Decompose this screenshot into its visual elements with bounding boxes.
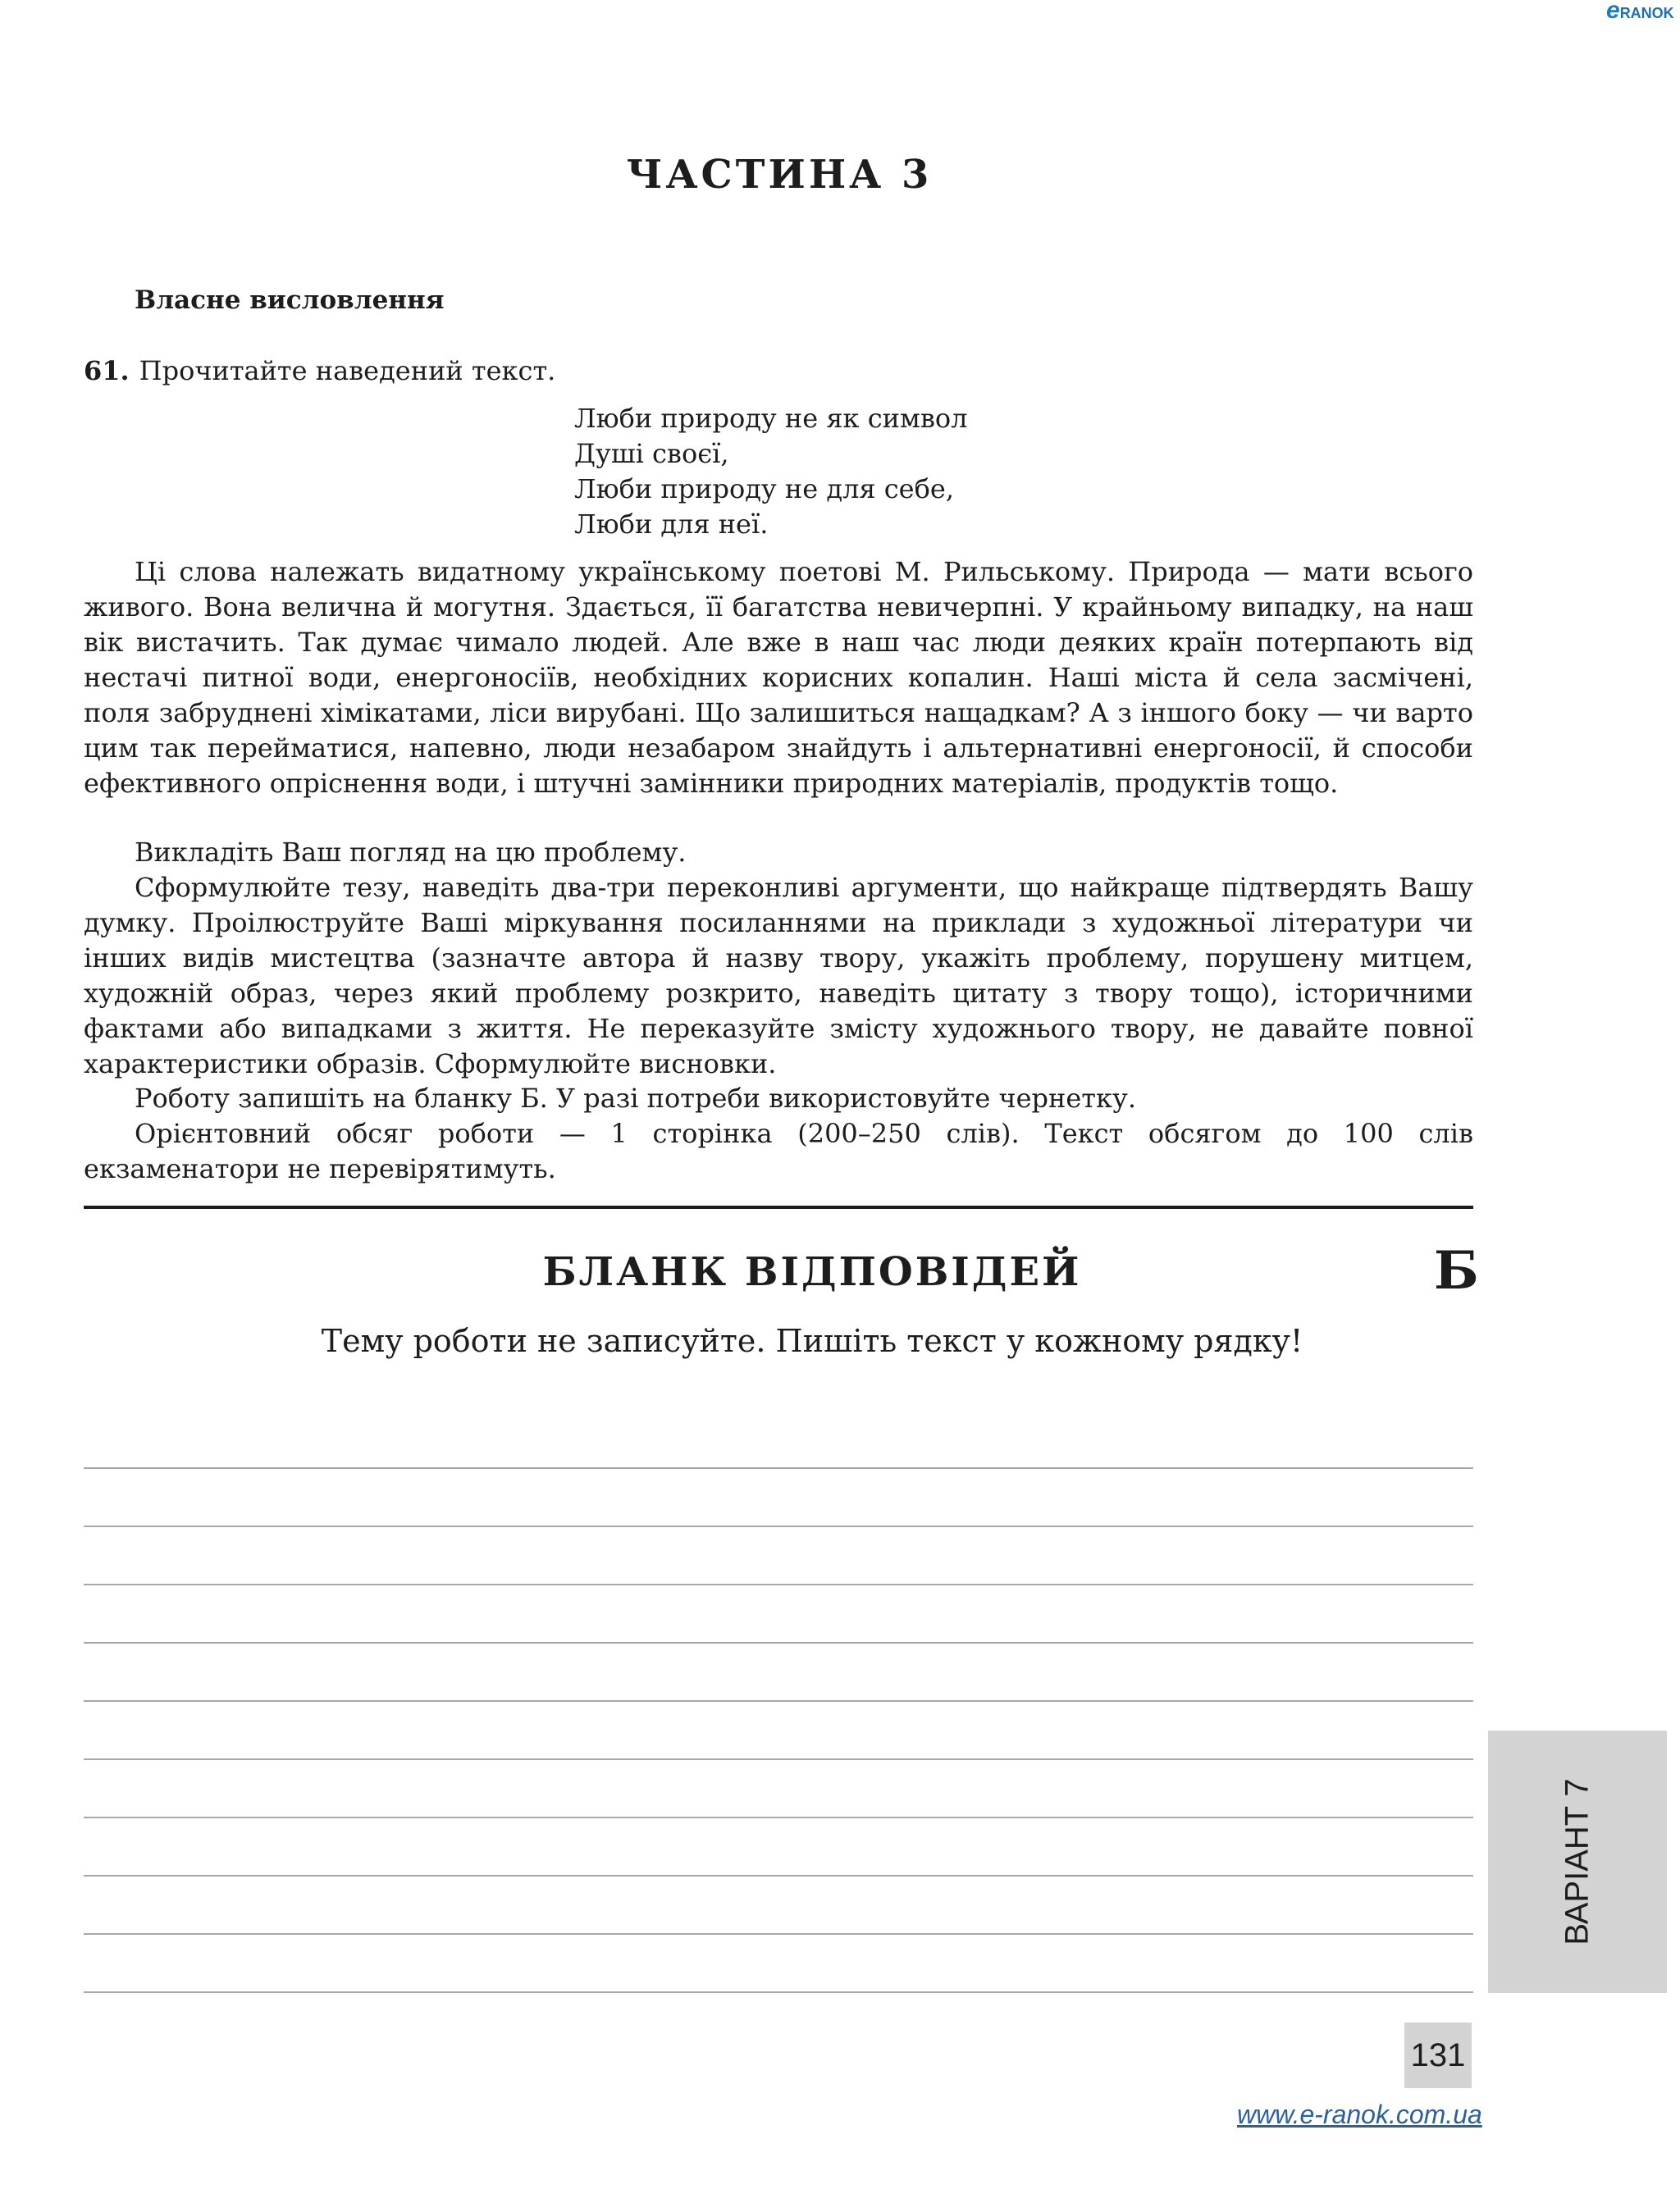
page-number: 131	[1404, 2023, 1472, 2088]
answer-sheet-letter: Б	[1434, 1240, 1479, 1302]
poem-quote	[574, 401, 967, 542]
task-number: 61.	[84, 355, 130, 386]
answer-line[interactable]	[84, 1935, 1473, 1993]
answer-line[interactable]	[84, 1585, 1473, 1644]
task-instruction: Сформулюйте тезу, наведіть два-три переконливі аргументи, що найкраще підтвердять Вашу думку. Проілюструйте Ваші міркування посиланнями на приклади з художньої літератури чи інших видів мистецтва (зазначте автора й назву твору, укажіть проблему, порушену митцем, художній образ, через який проблему розкрито, наведіть цитату з твору тощо), історичними фактами або випадками з життя. Не переказуйте змісту художнього твору, не давайте повної характеристики образів. Сформулюйте висновки.	[84, 872, 1473, 1079]
answer-line[interactable]	[84, 1469, 1473, 1527]
poem-line: Душі своєї,	[574, 438, 729, 469]
answer-line[interactable]	[84, 1411, 1473, 1469]
task-instruction: Орієнтовний обсяг роботи — 1 сторінка (200–250 слів). Текст обсягом до 100 слів екзаменатори не перевірятимуть.	[84, 1118, 1473, 1184]
answer-line[interactable]	[84, 1818, 1473, 1877]
poem-line: Люби природу не як символ	[574, 403, 968, 434]
task-instruction: Роботу запишіть на бланку Б. У разі потреби використовуйте чернетку.	[135, 1083, 1136, 1114]
answer-line[interactable]	[84, 1702, 1473, 1760]
answer-lines	[84, 1411, 1473, 1993]
passage-paragraph: Ці слова належать видатному українському поетові М. Рильському. Природа — мати всього живого. Вона велична й могутня. Здається, її багатства невичерпні. У крайньому випадку, на наш вік вистачить. Так думає чимало людей. Але вже в наш час люди деяких країн потерпають від нестачі питної води, енергоносіїв, необхідних корисних копалин. Наші міста й села засмічені, поля забруднені хімікатами, ліси вирубані. Що залишиться нащадкам? А з іншого боку — чи варто цим так перейматися, напевно, люди незабаром знайдуть і альтернативні енергоносії, й способи ефективного опріснення води, і штучні замінники природних матеріалів, продуктів тощо.	[84, 556, 1473, 799]
variant-tab	[1488, 1731, 1667, 1993]
answer-line[interactable]	[84, 1760, 1473, 1818]
variant-label: ВАРІАНТ 7	[1559, 1778, 1596, 1945]
answer-line[interactable]	[84, 1644, 1473, 1702]
answer-line[interactable]	[84, 1877, 1473, 1935]
answer-sheet-instruction: Тему роботи не записуйте. Пишіть текст у кожному рядку!	[321, 1323, 1303, 1359]
part-title: ЧАСТИНА 3	[626, 152, 933, 198]
poem-line: Люби природу не для себе,	[574, 473, 954, 504]
task-61	[84, 355, 555, 386]
section-divider	[84, 1206, 1473, 1209]
task-instruction: Викладіть Ваш погляд на цю проблему.	[135, 837, 687, 868]
section-heading: Власне висловлення	[135, 285, 445, 315]
task-prompt: Прочитайте наведений текст.	[139, 355, 556, 386]
website-link[interactable]: www.e-ranok.com.ua	[1237, 2100, 1482, 2129]
poem-line: Люби для неї.	[574, 509, 769, 540]
publisher-logo: eRANOK	[1606, 0, 1674, 24]
answer-line[interactable]	[84, 1527, 1473, 1585]
answer-sheet-title: БЛАНК ВІДПОВІДЕЙ	[542, 1249, 1082, 1295]
